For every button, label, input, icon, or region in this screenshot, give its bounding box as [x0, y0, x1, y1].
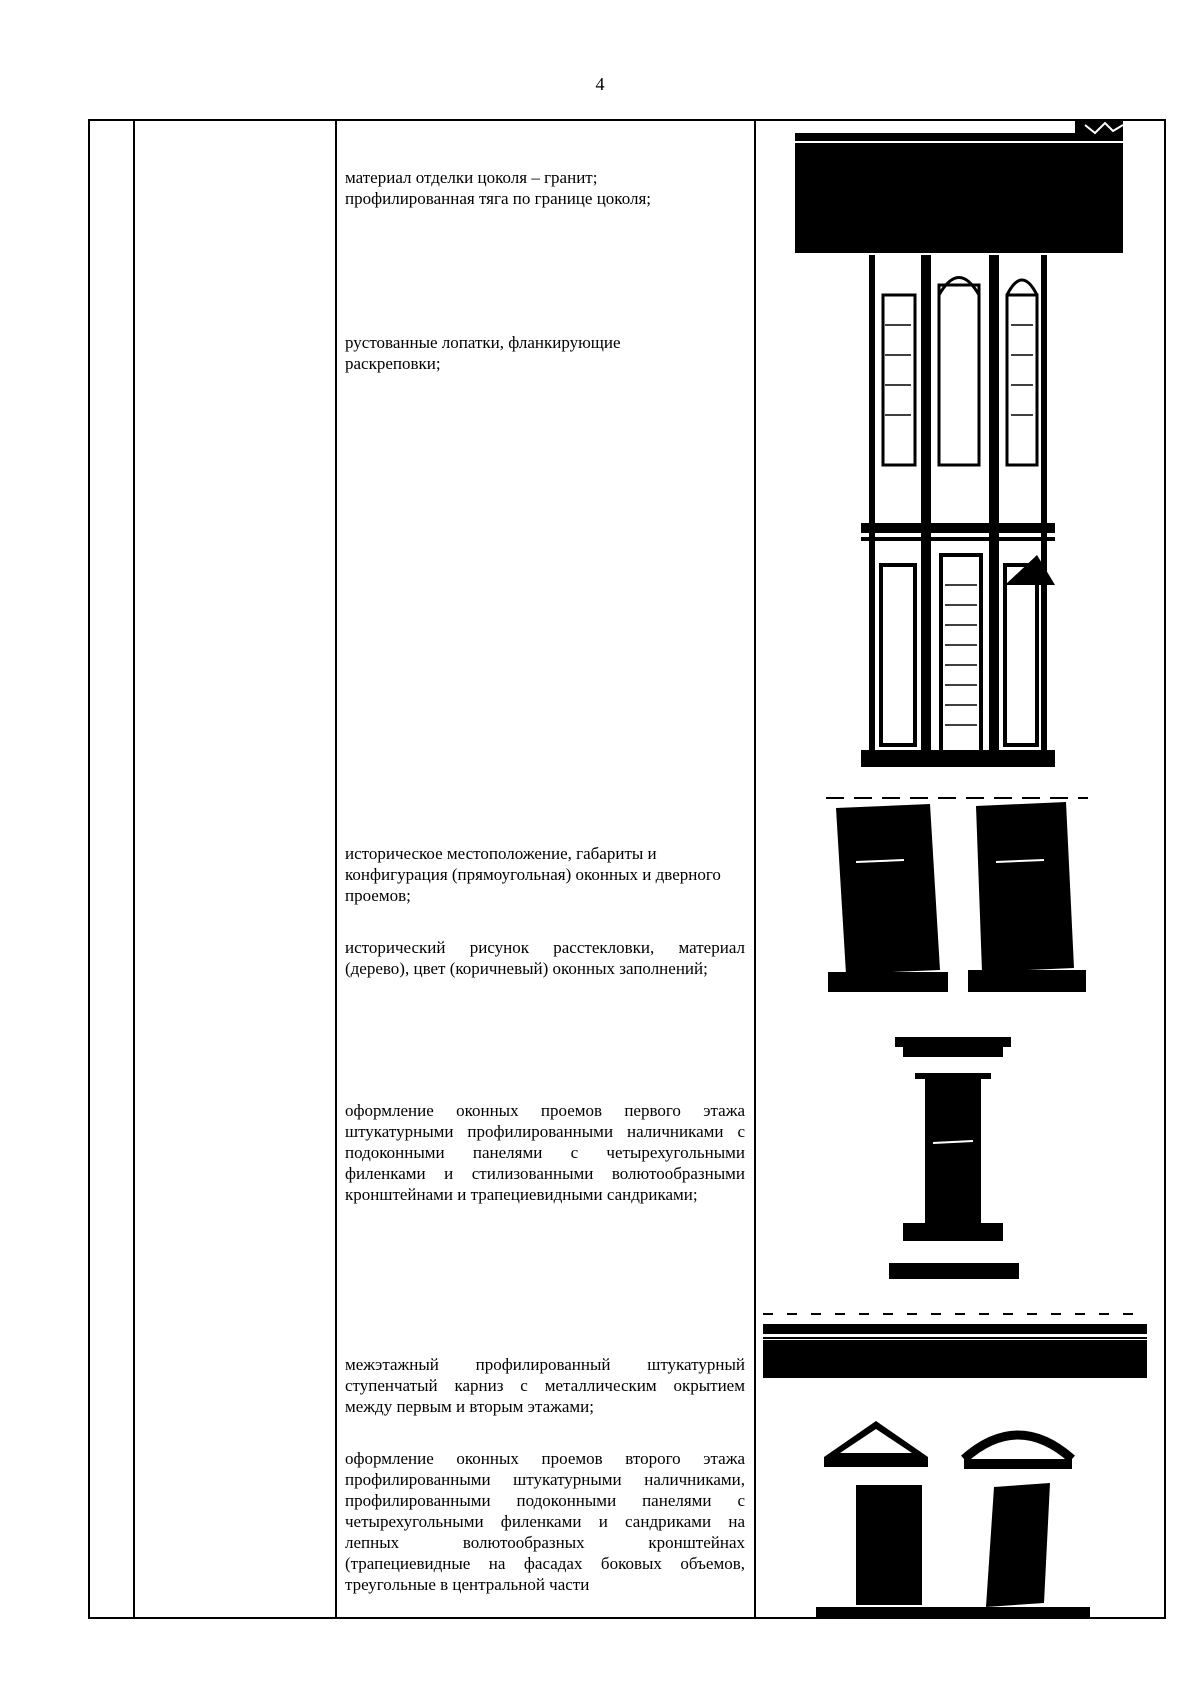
plinth-photo: [795, 121, 1123, 253]
cornice-text: межэтажный профилированный штукатурный ступенчатый карниз с металлическим окрытием между первым и вторым этажами;: [345, 1355, 745, 1416]
table-bottom-border: [88, 1617, 1166, 1619]
plinth-profile-line: профилированная тяга по границе цоколя;: [345, 189, 651, 208]
openings-text: историческое местоположение, габариты и конфигурация (прямоугольная) оконных и дверного проемов;: [345, 844, 721, 905]
plinth-text: [345, 167, 745, 209]
first-floor-window-photo: [885, 1033, 1023, 1279]
pilasters-text: рустованные лопатки, фланкирующие раскреповки;: [345, 333, 621, 373]
facade-photo: [861, 255, 1055, 767]
first-floor-windows-text: оформление оконных проемов первого этажа штукатурными профилированными наличниками с подоконными панелями с четырехугольными филенками и стилизованными волютообразными кронштейнами и трапециевидными сандриками;: [345, 1101, 745, 1204]
plinth-material-line: материал отделки цоколя – гранит;: [345, 168, 598, 187]
glazing-text: исторический рисунок расстекловки, материал (дерево), цвет (коричневый) оконных заполнений;: [345, 938, 745, 978]
cornice-photo: [763, 1300, 1147, 1380]
second-floor-windows-photo: [816, 1417, 1090, 1617]
windows-photo: [826, 790, 1088, 994]
page-number: 4: [595, 74, 605, 94]
second-floor-windows-text: оформление оконных проемов второго этажа профилированными штукатурными наличниками, профилированными подоконными панелями с четырехугольными филенками и сандриками на лепных волютообразных кронштейнах (трапециевидные на фасадах боковых объемов, треугольные в центральной части: [345, 1449, 745, 1594]
table-border: [754, 120, 756, 1618]
table-border: [335, 120, 337, 1618]
table-border: [133, 120, 135, 1618]
table-border: [88, 120, 90, 1618]
table-border: [1164, 120, 1166, 1618]
